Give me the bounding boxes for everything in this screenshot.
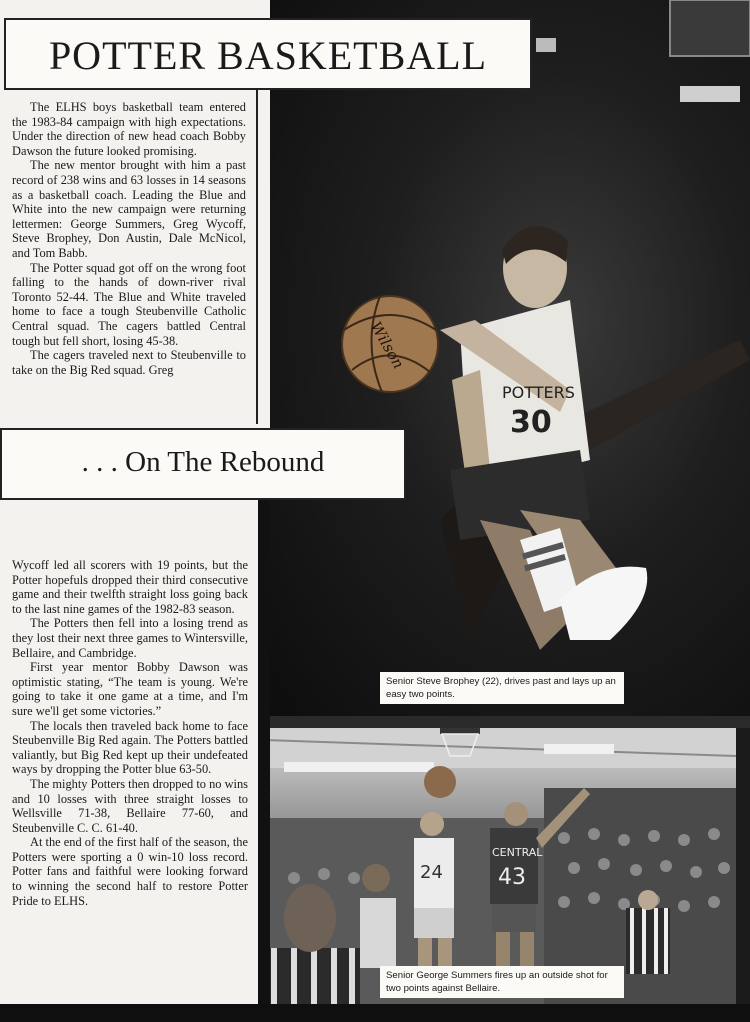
photo-player-layup [270, 0, 750, 716]
page-title: POTTER BASKETBALL [48, 33, 488, 78]
paragraph: At the end of the first half of the season, the Potters were sporting a 0 win-10 loss record. Potter fans and faithful were looking forward to winning the second half to restore Potter Pride to ELHS. [12, 835, 248, 908]
caption-top-photo: Senior Steve Brophey (22), drives past and lays up an easy two points. [380, 672, 624, 704]
page-subtitle: . . . On The Rebound [81, 446, 325, 478]
ball-brand: Wilson [366, 318, 408, 372]
article-column-1 [12, 100, 246, 377]
jersey-left-number: 24 [420, 862, 443, 883]
paragraph: Wycoff led all scorers with 19 points, but the Potter hopefuls dropped their third consecutive game and their twelfth straight loss going back to the last nine games of the 1982-83 season. [12, 558, 248, 616]
jersey-right-text: CENTRAL [492, 846, 543, 859]
caption-bottom-photo: Senior George Summers fires up an outside shot for two points against Bellaire. [380, 966, 624, 998]
column-divider [258, 500, 270, 1004]
paragraph: The locals then traveled back home to face Steubenville Big Red again. The Potters battled valiantly, but Big Red kept up their undefeated ways by dropping the Potter blue 63-50. [12, 718, 248, 777]
paragraph: The Potters then fell into a losing trend as they lost their next three games to Wintersville, Bellaire, and Cambridge. [12, 616, 248, 660]
page-edge-right [736, 728, 750, 1022]
paragraph: The new mentor brought with him a past record of 238 wins and 63 losses in 14 seasons as a basketball coach. Leading the Blue and White into the new campaign were returning lettermen: George Summers, Greg Wycoff, Steve Brophey, Don Austin, Dale McNicol, and Tom Babb. [12, 158, 246, 260]
photo-player-layup-art [270, 0, 750, 716]
article-column-2 [12, 558, 248, 908]
paragraph: The mighty Potters then dropped to no wins and 10 losses with three straight losses to Wellsville 71-38, Bellaire 77-60, and Steubenville C. C. 61-40. [12, 776, 248, 835]
page-edge-bottom [0, 1004, 750, 1022]
paragraph: The Potter squad got off on the wrong foot falling to the hands of down-river rival Toronto 52-44. The Blue and White traveled home to face a tough Steubenville Catholic Central squad. The cagers battled Central tough but fell short, losing 45-38. [12, 260, 246, 348]
paragraph: First year mentor Bobby Dawson was optimistic stating, “The team is young. We're going to take it one game at a time, and I'm sure we'll get some victories.” [12, 660, 248, 718]
photo-outside-shot [264, 728, 736, 1004]
jersey-number: 30 [510, 405, 552, 440]
jersey-text: POTTERS [502, 383, 575, 402]
jersey-right-number: 43 [498, 865, 526, 890]
photo-outside-shot-art [264, 728, 736, 1004]
title-box [4, 18, 532, 90]
subtitle-box [0, 428, 406, 500]
paragraph: The cagers traveled next to Steubenville to take on the Big Red squad. Greg [12, 348, 246, 377]
paragraph: The ELHS boys basketball team entered the 1983-84 campaign with high expectations. Under the direction of new head coach Bobby Dawson the future looked promising. [12, 100, 246, 158]
photo-divider [270, 716, 750, 728]
